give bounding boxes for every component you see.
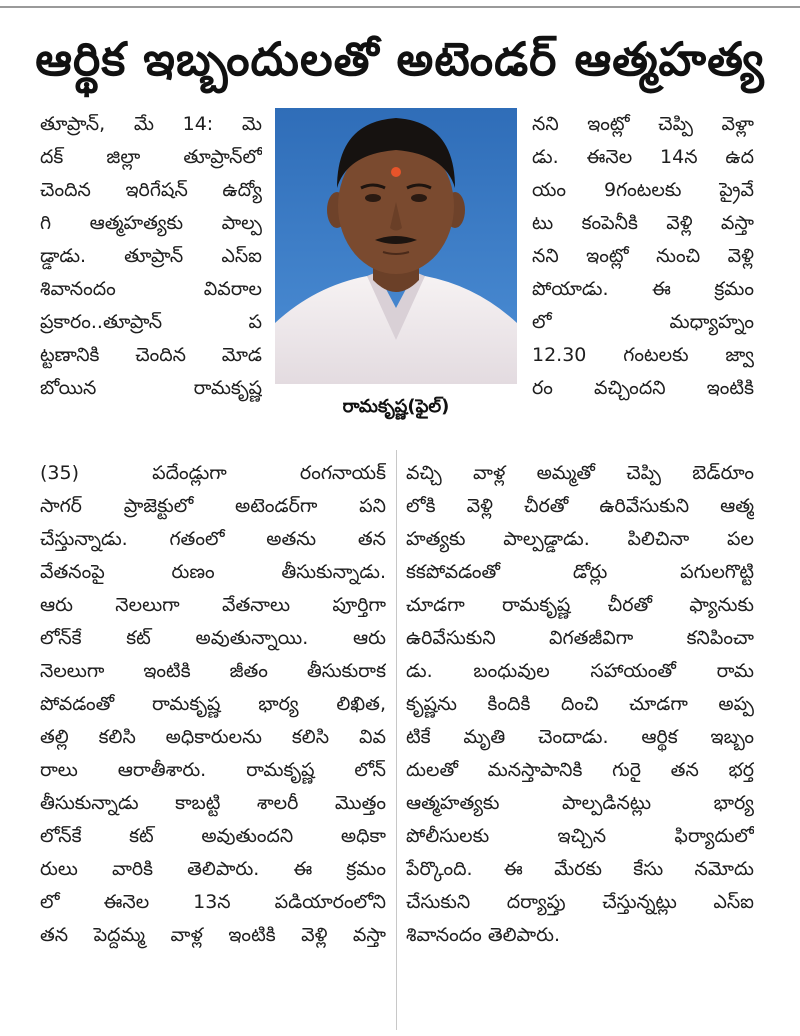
article-line: చూడగా రామకృష్ణ చీరతో ఫ్యానుకు [406, 594, 754, 616]
article-line: కృష్ణను కిందికి దించి చూడగా అప్ప [406, 693, 754, 715]
article-line: తల్లి కలిసి అధికారులను కలిసి వివ [40, 726, 386, 748]
article-line: చేసుకుని దర్యాప్తు చేస్తున్నట్లు ఎస్ఐ [406, 891, 754, 913]
article-column-left-top [40, 108, 262, 405]
article-line: గి ఆత్మహత్యకు పాల్ప [40, 212, 262, 234]
photo-caption: రామకృష్ణ(ఫైల్) [342, 396, 450, 417]
article-column-right-top [532, 108, 754, 405]
article-line: టికే మృతి చెందాడు. ఆర్థిక ఇబ్బం [406, 726, 754, 748]
article-line: పేర్కొంది. ఈ మేరకు కేసు నమోదు [406, 858, 754, 880]
article-line: చేస్తున్నాడు. గతంలో అతను తన [40, 528, 386, 550]
article-line: ఆరు నెలలుగా వేతనాలు పూర్తిగా [40, 594, 386, 616]
article-line: డ్డాడు. తూప్రాన్ ఎస్ఐ [40, 245, 262, 267]
article-line: దులతో మనస్తాపానికి గురై తన భర్త [406, 759, 754, 781]
article-line: వేతనంపై రుణం తీసుకున్నాడు. [40, 561, 386, 583]
article-line: నెలలుగా ఇంటికి జీతం తీసుకురాక [40, 660, 386, 682]
article-line: 12.30 గంటలకు జ్వా [532, 344, 754, 366]
article-line: డు. బంధువుల సహాయంతో రామ [406, 660, 754, 682]
article-line: రులు వారికి తెలిపారు. ఈ క్రమం [40, 858, 386, 880]
article-column-right-bottom [406, 457, 754, 952]
article-line: ప్రకారం..తూప్రాన్ ప [40, 311, 262, 333]
article-line: తూప్రాన్, మే 14: మె [40, 113, 262, 135]
article-line: నని ఇంట్లో నుంచి వెళ్లి [532, 245, 754, 267]
article-line: లోకి వెళ్లి చీరతో ఉరివేసుకుని ఆత్మ [406, 495, 754, 517]
article-line: (35) పదేండ్లుగా రంగనాయక్ [40, 462, 386, 484]
article-line: దక్ జిల్లా తూప్రాన్‌లో [40, 146, 262, 168]
article-column-left-bottom [40, 457, 386, 952]
article-line: వచ్చి వాళ్ల అమ్మతో చెప్పి బెడ్‌రూం [406, 462, 754, 484]
article-line: డు. ఈనెల 14న ఉద [532, 146, 754, 168]
column-divider [396, 450, 397, 1030]
article-line: ట్టణానికి చెందిన మోడ [40, 344, 262, 366]
article-line: పోయాడు. ఈ క్రమం [532, 278, 754, 300]
article-line: లో ఈనెల 13న పడియారంలోని [40, 891, 386, 913]
headline: ఆర్థిక ఇబ్బందులతో అటెండర్ ఆత్మహత్య [35, 32, 765, 86]
article-line: శివానందం తెలిపారు. [406, 924, 561, 946]
article-line: యం 9గంటలకు ప్రైవే [532, 179, 754, 201]
article-line: శివానందం వివరాల [40, 278, 262, 300]
article-line: నని ఇంట్లో చెప్పి వెళ్లా [532, 113, 754, 135]
article-line: లోన్‌కే కట్ అవుతుందని అధికా [40, 825, 386, 847]
article-line: ఉరివేసుకుని విగతజీవిగా కనిపించా [406, 627, 754, 649]
article-line: పోలీసులకు ఇచ్చిన ఫిర్యాదులో [406, 825, 754, 847]
article-line: కకపోవడంతో డోర్లు పగులగొట్టి [406, 561, 754, 583]
article-line: హత్యకు పాల్పడ్డాడు. పిలిచినా పల [406, 528, 754, 550]
article-line: ఆత్మహత్యకు పాల్పడినట్లు భార్య [406, 792, 754, 814]
article-line: పోవడంతో రామకృష్ణ భార్య లిఖిత, [40, 693, 386, 715]
article-line: తీసుకున్నాడు కాబట్టి శాలరీ మొత్తం [40, 792, 386, 814]
top-rule [0, 6, 800, 8]
article-line: టు కంపెనీకి వెళ్లి వస్తా [532, 212, 754, 234]
article-line: లోన్‌కే కట్ అవుతున్నాయి. ఆరు [40, 627, 386, 649]
article-line: చెందిన ఇరిగేషన్ ఉద్యో [40, 179, 262, 201]
article-line: లో మధ్యాహ్నం [532, 311, 754, 333]
portrait-photo [275, 108, 517, 384]
article-line: రం వచ్చిందని ఇంటికి [532, 377, 754, 399]
article-line: బోయిన రామకృష్ణ [40, 377, 262, 399]
article-line: సాగర్ ప్రాజెక్టులో అటెండర్‌గా పని [40, 495, 386, 517]
article-line: రాలు ఆరాతీశారు. రామకృష్ణ లోన్ [40, 759, 386, 781]
article-line: తన పెద్దమ్మ వాళ్ల ఇంటికి వెళ్లి వస్తా [40, 924, 386, 946]
